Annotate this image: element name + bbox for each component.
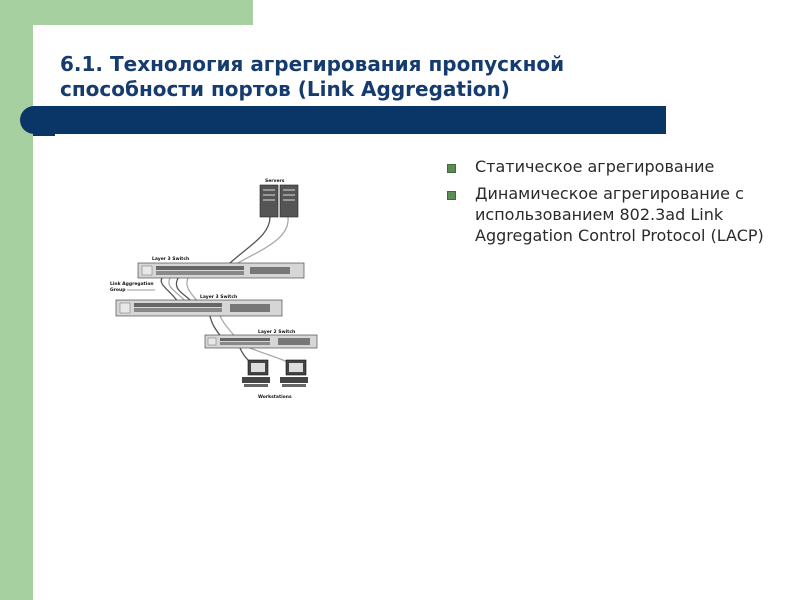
- link-aggregation-label: Link Aggregation: [110, 282, 154, 287]
- bullet-item: [446, 183, 786, 246]
- title-underline-bar: [20, 106, 666, 134]
- server-icon: [280, 185, 298, 217]
- switch-icon: [205, 335, 317, 348]
- left-decor-strip: [0, 0, 33, 600]
- title-bar-tick: [33, 134, 55, 136]
- switch-icon: [116, 300, 282, 316]
- title-line-1: 6.1. Технология агрегирования пропускной: [60, 52, 565, 76]
- bullet-square-icon: [447, 191, 456, 200]
- cable: [161, 278, 178, 302]
- servers-label: Servers: [265, 179, 285, 184]
- server-icon: [260, 185, 278, 217]
- cable: [238, 217, 288, 263]
- bullet-text: Динамическое агрегирование с использованием 802.3ad Link Aggregation Control Protocol (LACP): [475, 184, 764, 245]
- middle-switch-label: Layer 3 Switch: [200, 295, 238, 300]
- bullet-item: [446, 156, 786, 177]
- cable: [169, 278, 186, 302]
- bullet-list: [446, 156, 786, 252]
- workstation-icon: [280, 360, 308, 387]
- group-label: Group: [110, 288, 126, 293]
- top-decor-band: [33, 0, 253, 25]
- bullet-text: Статическое агрегирование: [475, 157, 715, 176]
- top-switch-label: Layer 3 Switch: [152, 257, 190, 262]
- title-line-2: способности портов (Link Aggregation): [60, 77, 510, 101]
- bottom-switch-label: Layer 2 Switch: [258, 330, 296, 335]
- link-aggregation-diagram: [100, 170, 340, 410]
- bullet-square-icon: [447, 164, 456, 173]
- switch-icon: [138, 263, 304, 278]
- slide-title: [60, 52, 760, 102]
- cable: [176, 278, 192, 302]
- workstations-label: Workstations: [258, 395, 292, 400]
- workstation-icon: [242, 360, 270, 387]
